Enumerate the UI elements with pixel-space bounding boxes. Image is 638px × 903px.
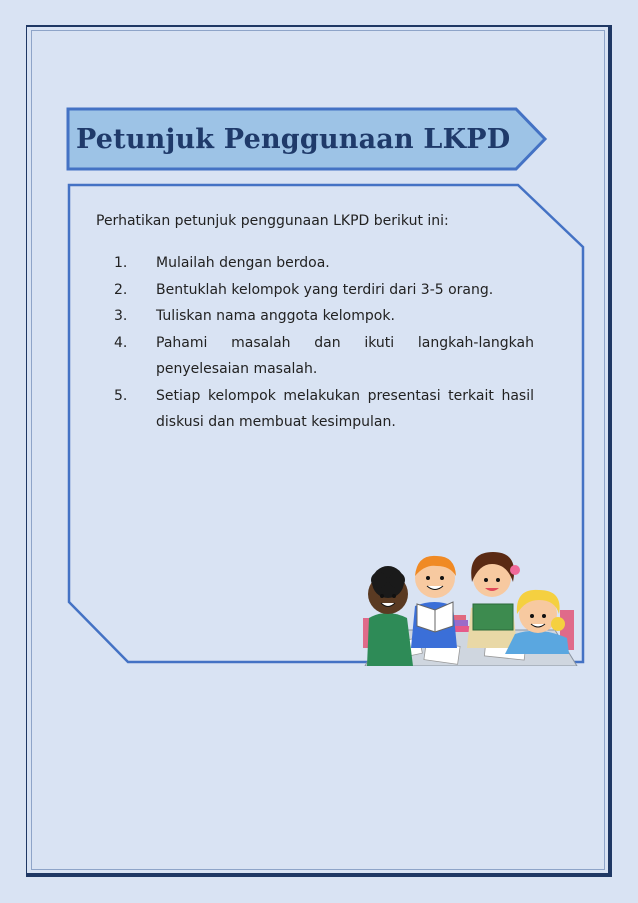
list-item <box>114 330 534 383</box>
list-text: Tuliskan nama anggota kelompok. <box>156 308 395 324</box>
list-item <box>114 250 534 277</box>
children-studying-illustration <box>355 548 580 666</box>
instruction-list <box>114 250 534 436</box>
list-item <box>114 383 534 436</box>
list-number: 3. <box>114 308 128 324</box>
list-number: 1. <box>114 255 128 271</box>
list-item <box>114 303 534 330</box>
list-text: Pahami masalah dan ikuti langkah-langkah penyelesaian masalah. <box>156 334 534 377</box>
list-number: 4. <box>114 334 128 351</box>
intro-text: Perhatikan petunjuk penggunaan LKPD berikut ini: <box>96 213 449 229</box>
list-text: Bentuklah kelompok yang terdiri dari 3-5 orang. <box>156 281 494 298</box>
list-item <box>114 277 534 304</box>
list-number: 2. <box>114 281 128 298</box>
page-title: Petunjuk Penggunaan LKPD <box>76 124 511 155</box>
list-number: 5. <box>114 387 128 404</box>
list-text: Mulailah dengan berdoa. <box>156 255 330 271</box>
list-text: Setiap kelompok melakukan presentasi terkait hasil diskusi dan membuat kesimpulan. <box>156 387 534 430</box>
